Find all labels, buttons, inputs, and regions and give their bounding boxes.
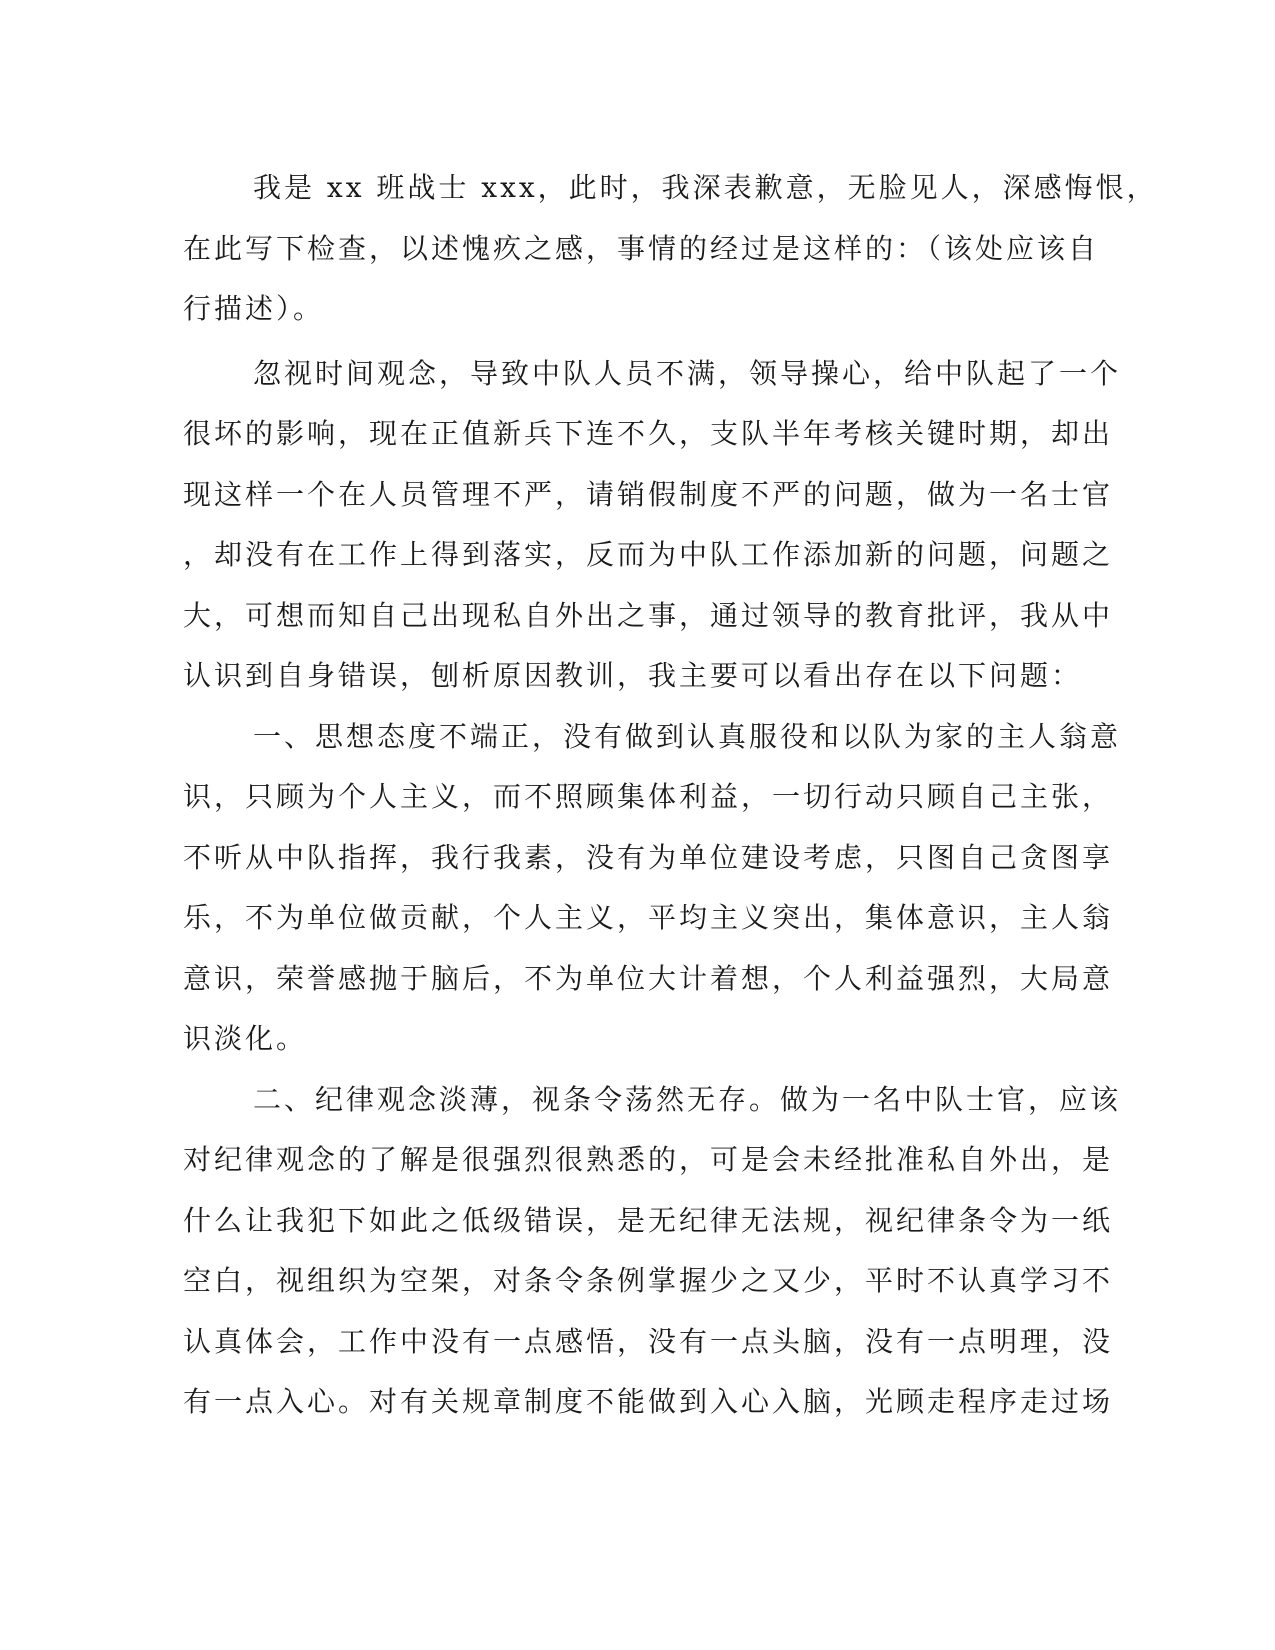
paragraph-line: 大，可想而知自己出现私自外出之事，通过领导的教育批评，我从中 (183, 598, 1114, 632)
paragraph-2 (183, 344, 1122, 707)
paragraph-line: 有一点入心。对有关规章制度不能做到入心入脑，光顾走程序走过场 (183, 1385, 1114, 1418)
paragraph-line: 忽视时间观念，导致中队人员不满，领导操心，给中队起了一个 (253, 356, 1122, 390)
paragraph-line: 行描述）。 (183, 292, 325, 325)
paragraph-line: 不听从中队指挥，我行我素，没有为单位建设考虑，只图自己贪图享 (183, 840, 1114, 874)
paragraph-line: 认真体会，工作中没有一点感悟，没有一点头脑，没有一点明理，没 (183, 1324, 1114, 1358)
document-body (183, 158, 1158, 1433)
paragraph-line: 认识到自身错误，刨析原因教训，我主要可以看出存在以下问题： (183, 659, 1083, 692)
paragraph-line: 对纪律观念的了解是很强烈很熟悉的，可是会未经批准私自外出，是 (183, 1143, 1114, 1176)
paragraph-line: 意识，荣誉感抛于脑后，不为单位大计着想，个人利益强烈，大局意 (183, 961, 1114, 995)
paragraph-line: 一、思想态度不端正，没有做到认真服役和以队为家的主人翁意 (253, 719, 1122, 753)
paragraph-line: 识淡化。 (183, 1022, 308, 1055)
paragraph-3 (183, 707, 1122, 1070)
paragraph-line: 空白，视组织为空架，对条令条例掌握少之又少，平时不认真学习不 (183, 1264, 1114, 1297)
paragraph-line: 现这样一个在人员管理不严，请销假制度不严的问题，做为一名士官 (183, 477, 1114, 511)
paragraph-line: ，却没有在工作上得到落实，反而为中队工作添加新的问题，问题之 (183, 538, 1114, 571)
paragraph-line: 什么让我犯下如此之低级错误，是无纪律无法规，视纪律条令为一纸 (183, 1203, 1114, 1237)
paragraph-line: 识，只顾为个人主义，而不照顾集体利益，一切行动只顾自己主张， (183, 780, 1114, 813)
paragraph-line: 在此写下检查，以述愧疚之感，事情的经过是这样的：（该处应该自 (183, 231, 1100, 265)
paragraph-line: 很坏的影响，现在正值新兵下连不久，支队半年考核关键时期，却出 (183, 417, 1114, 450)
paragraph-1 (183, 158, 1158, 340)
paragraph-4 (183, 1070, 1122, 1433)
paragraph-line: 我是 xx 班战士 xxx，此时，我深表歉意，无脸见人，深感悔恨， (253, 171, 1158, 204)
paragraph-line: 二、纪律观念淡薄，视条令荡然无存。做为一名中队士官，应该 (253, 1082, 1122, 1116)
paragraph-line: 乐，不为单位做贡献，个人主义，平均主义突出，集体意识，主人翁 (183, 901, 1114, 934)
